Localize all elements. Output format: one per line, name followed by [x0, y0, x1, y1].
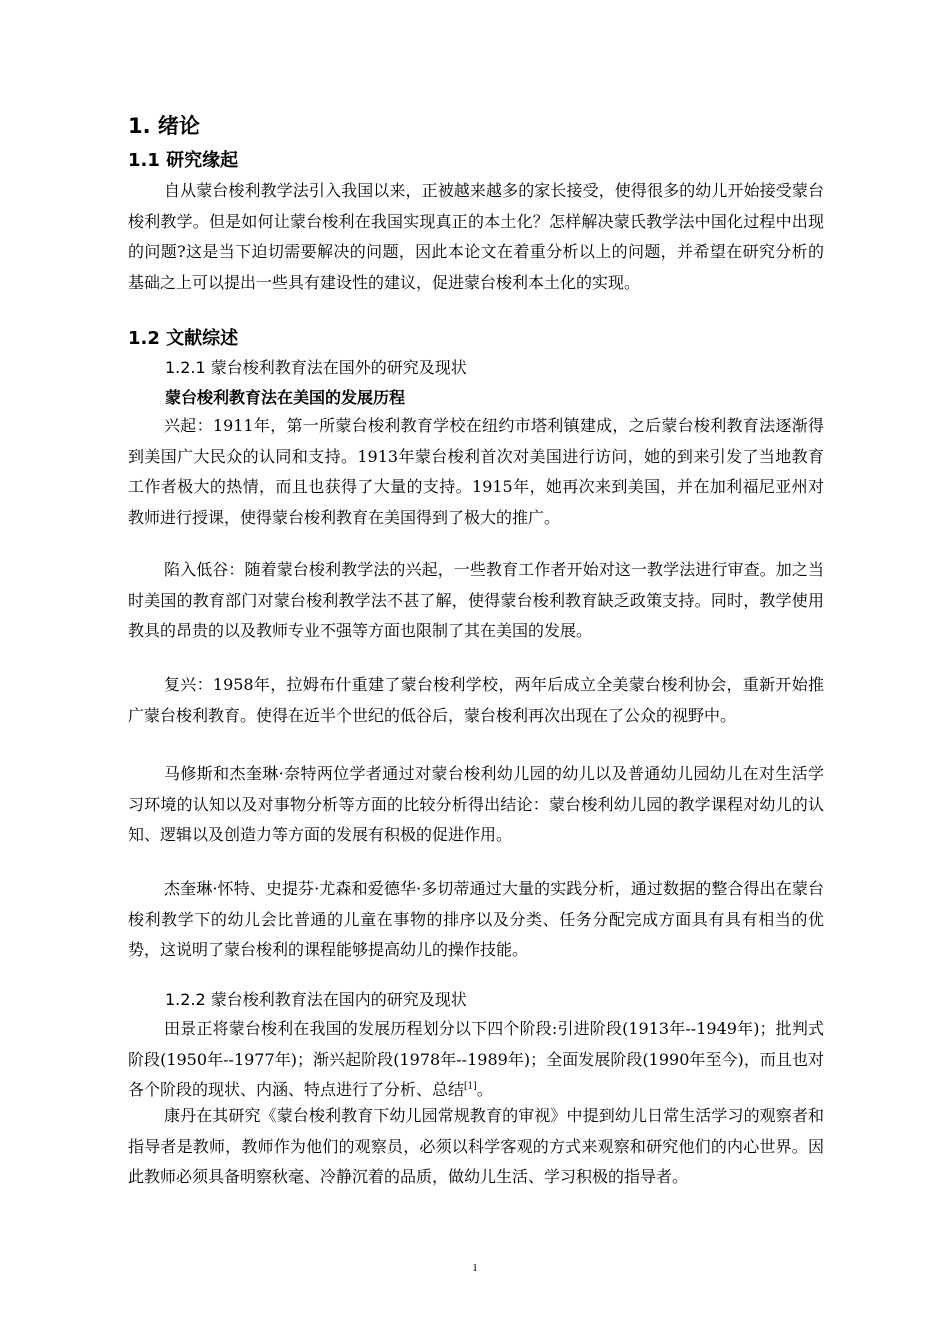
paragraph-kang-study: 康丹在其研究《蒙台梭利教育下幼儿园常规教育的审视》中提到幼儿日常生活学习的观察者和指导者是教师，教师作为他们的观察员，必须以科学客观的方式来观察和研究他们的内心世界。因此教师必须具备明察秋毫、冷静沉着的品质，做幼儿生活、学习积极的指导者。 — [128, 1106, 824, 1187]
page-number: 1 — [472, 1262, 478, 1274]
paragraph-tian-end: 。 — [476, 1080, 493, 1100]
citation-ref: [1] — [464, 1081, 477, 1092]
section-heading-1-2: 1.2 文献综述 — [128, 328, 239, 349]
paragraph-decline: 陷入低谷：随着蒙台梭利教学法的兴起，一些教育工作者开始对这一教学法进行审查。加之当时美国的教育部门对蒙台梭利教学法不甚了解，使得蒙台梭利教育缺乏政策支持。同时，教学使用教具的昂贵的以及教师专业不强等方面也限制了其在美国的发展。 — [128, 560, 824, 641]
subheading-us-history: 蒙台梭利教育法在美国的发展历程 — [165, 388, 406, 407]
paragraph-white-study: 杰奎琳·怀特、史提芬·尤森和爱德华·多切蒂通过大量的实践分析，通过数据的整合得出在蒙台梭利教学下的幼儿会比普通的儿童在事物的排序以及分类、任务分配完成方面具有具有相当的优势，这说明了蒙台梭利的课程能够提高幼儿的操作技能。 — [128, 879, 824, 960]
subsection-heading-1-2-2: 1.2.2 蒙台梭利教育法在国内的研究及现状 — [165, 990, 467, 1009]
paragraph-tian-study — [128, 1014, 824, 1106]
subsection-heading-1-2-1: 1.2.1 蒙台梭利教育法在国外的研究及现状 — [165, 358, 467, 377]
paragraph-rise: 兴起：1911年，第一所蒙台梭利教育学校在纽约市塔利镇建成，之后蒙台梭利教育法逐渐得到美国广大民众的认同和支持。1913年蒙台梭利首次对美国进行访问，她的到来引发了当地教育工作者极大的热情，而且也获得了大量的支持。1915年，她再次来到美国，并在加利福尼亚州对教师进行授课，使得蒙台梭利教育在美国得到了极大的推广。 — [128, 416, 824, 527]
paragraph-revival: 复兴：1958年，拉姆布什重建了蒙台梭利学校，两年后成立全美蒙台梭利协会，重新开始推广蒙台梭利教育。使得在近半个世纪的低谷后，蒙台梭利再次出现在了公众的视野中。 — [128, 675, 824, 725]
paragraph-matthews-study: 马修斯和杰奎琳·奈特两位学者通过对蒙台梭利幼儿园的幼儿以及普通幼儿园幼儿在对生活学习环境的认知以及对事物分析等方面的比较分析得出结论：蒙台梭利幼儿园的教学课程对幼儿的认知、逻辑以及创造力等方面的发展有积极的促进作用。 — [128, 764, 824, 845]
paragraph-research-origin: 自从蒙台梭利教学法引入我国以来，正被越来越多的家长接受，使得很多的幼儿开始接受蒙台梭利教学。但是如何让蒙台梭利在我国实现真正的本土化？怎样解决蒙氏教学法中国化过程中出现的问题?这是当下迫切需要解决的问题，因此本论文在着重分析以上的问题，并希望在研究分析的基础之上可以提出一些具有建设性的建议，促进蒙台梭利本土化的实现。 — [128, 181, 824, 292]
paragraph-tian-text: 田景正将蒙台梭利在我国的发展历程划分以下四个阶段:引进阶段(1913年--1949年)；批判式阶段(1950年--1977年)；渐兴起阶段(1978年--1989年)；全面发展阶段(1990年至今)，而且也对各个阶段的现状、内涵、特点进行了分析、总结 — [128, 1019, 824, 1100]
section-heading-1-1: 1.1 研究缘起 — [128, 150, 239, 171]
chapter-title: 1. 绪论 — [128, 114, 200, 138]
